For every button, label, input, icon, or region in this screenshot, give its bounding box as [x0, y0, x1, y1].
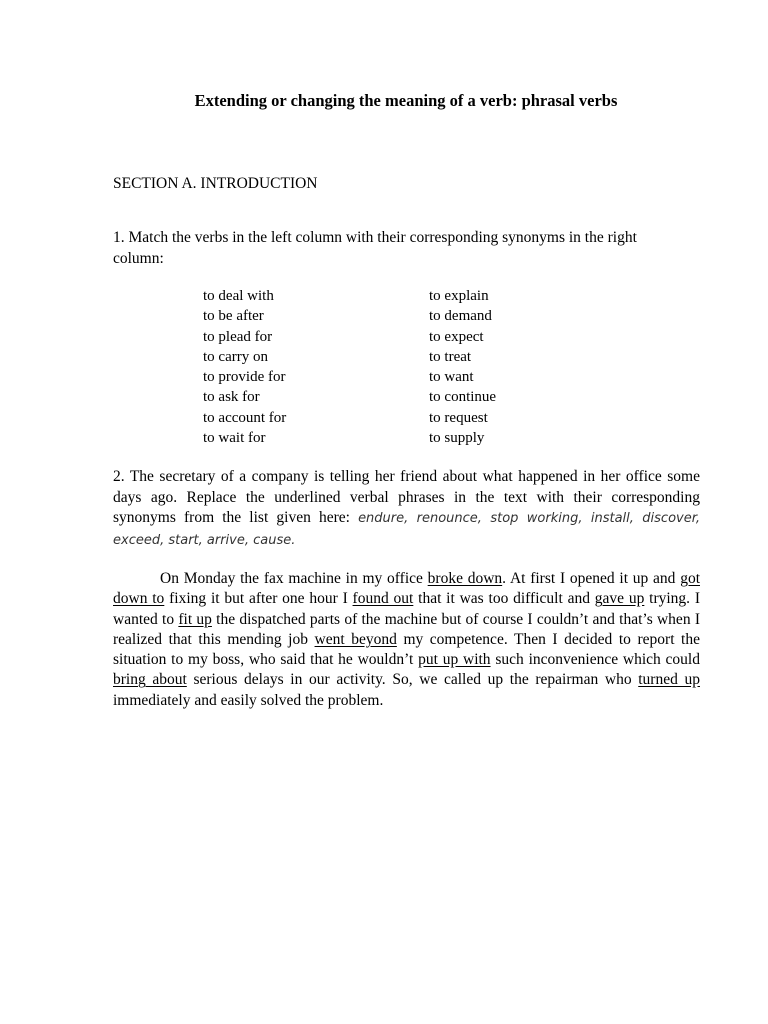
left-column-item: to plead for — [203, 328, 273, 345]
story-text: my competence. Then I decided to report the situation to my boss, who said that he wouldn’t — [113, 630, 700, 669]
left-column-item: to be after — [203, 308, 264, 325]
story-text: trying. I wanted to — [113, 590, 701, 628]
underlined-phrasal-verb: went beyond — [314, 630, 397, 648]
synonyms-right-column — [429, 286, 496, 448]
story-text: On Monday the fax machine in my office — [160, 570, 428, 587]
left-column-item: to wait for — [203, 430, 266, 447]
story-text: that it was too difficult and — [413, 590, 595, 608]
right-column-item: to expect — [429, 328, 484, 345]
underlined-phrasal-verb: bring about — [113, 671, 187, 689]
story-paragraph — [113, 569, 700, 711]
right-column-item: to request — [429, 409, 488, 426]
story-text: serious delays in our activity. So, we called up the repairman who — [186, 671, 639, 689]
synonyms-list: endure, renounce, stop working, install, discover, exceed, start, arrive, cause. — [113, 511, 700, 548]
underlined-phrasal-verb: found out — [352, 590, 414, 608]
story-text: immediately and easily solved the problem. — [113, 691, 384, 709]
left-column-item: to provide for — [203, 369, 286, 386]
story-text: . At first I opened it up and — [502, 570, 681, 587]
left-column-item: to account for — [203, 409, 287, 426]
right-column-item: to continue — [429, 389, 497, 406]
underlined-phrasal-verb: fit up — [178, 610, 212, 628]
right-column-item: to demand — [429, 308, 492, 325]
left-column-item: to ask for — [203, 389, 260, 406]
exercise-2-instruction-text: 2. The secretary of a company is telling her friend about what happened in her office some days ago. Replace the underlined verbal phrases in the text with their corresponding synonyms from the list given here: — [113, 468, 700, 526]
exercise-2-instruction — [113, 467, 700, 551]
underlined-phrasal-verb: turned up — [638, 671, 700, 689]
document-title: Extending or changing the meaning of a verb: phrasal verbs — [194, 91, 618, 110]
underlined-phrasal-verb: put up with — [418, 651, 491, 669]
right-column-item: to want — [429, 369, 474, 386]
left-column-item: to deal with — [203, 288, 274, 304]
underlined-phrasal-verb: got down to — [113, 570, 700, 608]
verbs-left-column — [203, 286, 286, 448]
left-column-item: to carry on — [203, 348, 268, 365]
underlined-phrasal-verb: gave up — [594, 590, 645, 608]
right-column-item: to supply — [429, 430, 485, 447]
story-text: the dispatched parts of the machine but of course I couldn’t and that’s when I realized that this mending job — [113, 610, 700, 648]
underlined-phrasal-verb: broke down — [427, 570, 503, 587]
exercise-1-instruction: 1. Match the verbs in the left column with their corresponding synonyms in the right column: — [113, 229, 637, 267]
story-text: fixing it but after one hour I — [164, 590, 353, 608]
story-text: such inconvenience which could — [490, 651, 700, 669]
right-column-item: to treat — [429, 348, 472, 365]
section-heading: SECTION A. INTRODUCTION — [113, 175, 318, 192]
right-column-item: to explain — [429, 288, 489, 304]
